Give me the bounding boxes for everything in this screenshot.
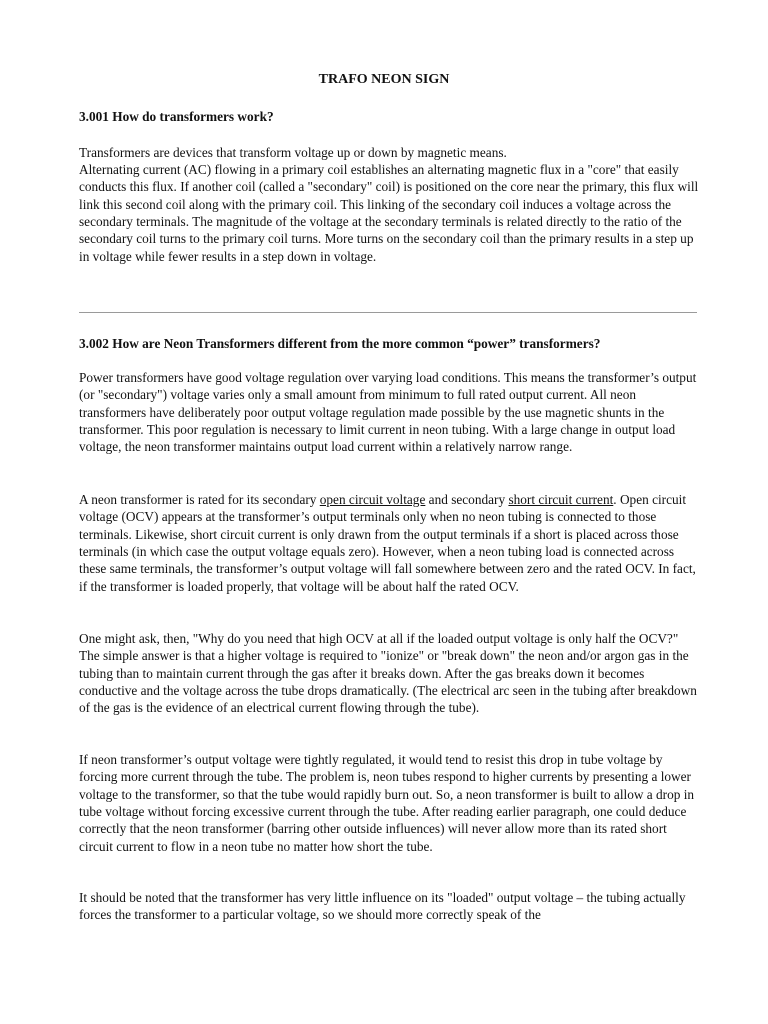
open-circuit-voltage-term: open circuit voltage	[319, 492, 426, 507]
section-2-paragraph-1: Power transformers have good voltage regulation over varying load conditions. This means the transformer’s output (or "secondary") voltage varies only a small amount from minimum to full rated output current. All neon transformers have deliberately poor output voltage regulation made possible by the use magnetic shunts in the transformer. This poor regulation is necessary to limit current in neon tubing. With a large change in output load voltage, the neon transformer maintains output load current within a relatively narrow range.	[79, 370, 697, 455]
section-2-paragraph-3: One might ask, then, "Why do you need that high OCV at all if the loaded output voltage is only half the OCV?" The simple answer is that a higher voltage is required to "ionize" or "break down" the neon and/or argon gas in the tubing than to maintain current through the gas after it breaks down. After the gas breaks down it becomes conductive and the voltage across the tube drops dramatically. (The electrical arc seen in the tubing after breakdown of the gas is the evidence of an electrical current flowing through the tube).	[79, 631, 697, 716]
section-1-heading: 3.001 How do transformers work?	[79, 109, 274, 124]
section-2-heading: 3.002 How are Neon Transformers different from the more common “power” transformers?	[79, 336, 601, 351]
paragraph-text: . Open circuit voltage (OCV) appears at the transformer’s output terminals only when no neon tubing is connected to those terminals. Likewise, short circuit current is only drawn from the output terminals if a short is placed across those terminals (in which case the output voltage equals zero). However, when a neon tubing load is connected across these same terminals, the transformer’s output voltage will fall somewhere between zero and the rated OCV. In fact, if the transformer is loaded properly, that voltage will be about half the rated OCV.	[79, 492, 696, 594]
section-2-paragraph-5: It should be noted that the transformer has very little influence on its "loaded" output voltage – the tubing actually forces the transformer to a particular voltage, so we should more correctly speak of the	[79, 890, 686, 923]
short-circuit-current-term: short circuit current	[508, 492, 614, 507]
horizontal-divider	[79, 312, 697, 313]
document-title: TRAFO NEON SIGN	[318, 72, 450, 87]
section-1-paragraph-1: Transformers are devices that transform voltage up or down by magnetic means.	[79, 145, 507, 160]
section-2-paragraph-2	[79, 491, 699, 595]
section-2-paragraph-4: If neon transformer’s output voltage were tightly regulated, it would tend to resist this drop in tube voltage by forcing more current through the tube. The problem is, neon tubes respond to higher currents by presenting a lower voltage to the transformer, so that the tube would rapidly burn out. So, a neon transformer is built to allow a drop in tube voltage without forcing excessive current through the tube. After reading earlier paragraph, one could deduce correctly that the neon transformer (barring other outside influences) will never allow more than its rated short circuit current to flow in a neon tube no matter how short the tube.	[79, 752, 695, 854]
paragraph-text: A neon transformer is rated for its secondary	[79, 492, 320, 507]
paragraph-text: and secondary	[425, 492, 509, 507]
section-1-paragraph-2: Alternating current (AC) flowing in a primary coil establishes an alternating magnetic flux in a "core" that easily conducts this flux. If another coil (called a "secondary" coil) is positioned on the core near the primary, this flux will link this second coil along with the primary coil. This linking of the secondary coil induces a voltage across the secondary terminals. The magnitude of the voltage at the secondary terminals is related directly to the ratio of the secondary coil turns to the primary coil turns. More turns on the secondary coil than the primary results in a step up in voltage while fewer results in a step down in voltage.	[79, 162, 699, 264]
